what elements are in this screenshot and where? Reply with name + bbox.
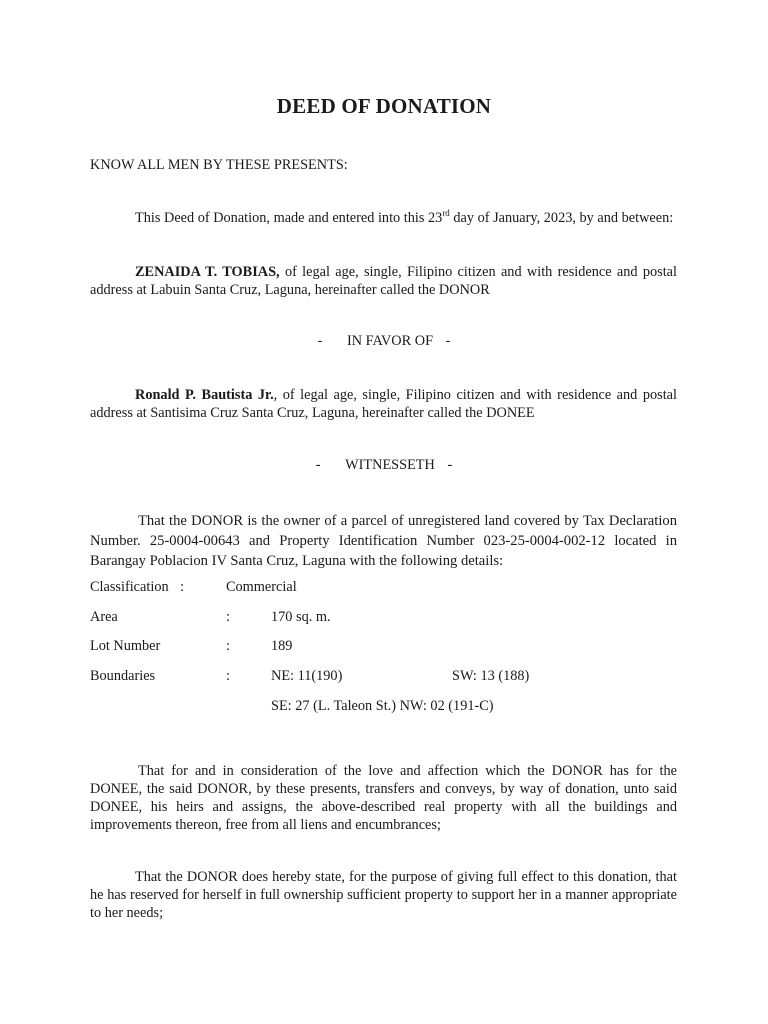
witnesseth-label: WITNESSETH bbox=[345, 457, 435, 473]
in-favor-of-heading bbox=[0, 333, 768, 350]
boundary-sw: SW: 13 (188) bbox=[452, 668, 530, 684]
lot-number-value: 189 bbox=[271, 638, 293, 654]
lot-number-label: Lot Number bbox=[90, 638, 161, 654]
intro-paragraph bbox=[90, 209, 677, 227]
boundary-ne: NE: 11(190) bbox=[271, 668, 343, 684]
area-value: 170 sq. m. bbox=[271, 609, 331, 625]
classification-value: Commercial bbox=[226, 579, 297, 595]
witnesseth-heading bbox=[0, 457, 768, 474]
reservation-clause-text: That the DONOR does hereby state, for the purpose of giving full effect to this donation, that he has reserved for herself in full ownership sufficient property to support her in a manner appropriate to her needs; bbox=[90, 869, 677, 921]
area-sep: : bbox=[226, 609, 230, 625]
classification-label: Classification bbox=[90, 579, 169, 595]
donee-details: , of legal age, single, Filipino citizen and with residence and postal address at Santisima Cruz Santa Cruz, Laguna, hereinafter called the DONEE bbox=[90, 387, 677, 421]
intro-prefix: This Deed of Donation, made and entered into this 23 bbox=[135, 210, 443, 226]
witnesseth-dash-left: - bbox=[315, 457, 321, 473]
witnesseth-dash-right: - bbox=[447, 457, 453, 473]
boundaries-label: Boundaries bbox=[90, 668, 156, 684]
intro-ordinal: rd bbox=[442, 208, 450, 219]
classification-sep: : bbox=[180, 579, 184, 595]
donee-name: Ronald P. Bautista Jr. bbox=[135, 387, 274, 403]
donor-name: ZENAIDA T. TOBIAS, bbox=[135, 264, 280, 280]
lot-number-sep: : bbox=[226, 638, 230, 654]
donor-details: of legal age, single, Filipino citizen and with residence and postal address at Labuin Santa Cruz, Laguna, hereinafter called the DONOR bbox=[90, 264, 677, 298]
in-favor-label: IN FAVOR OF bbox=[346, 333, 434, 349]
opening-line: KNOW ALL MEN BY THESE PRESENTS: bbox=[90, 157, 348, 173]
intro-suffix: day of January, 2023, by and between: bbox=[449, 210, 674, 226]
donor-paragraph bbox=[90, 263, 677, 299]
area-label: Area bbox=[90, 609, 118, 625]
boundary-se-nw: SE: 27 (L. Taleon St.) NW: 02 (191-C) bbox=[271, 698, 494, 714]
ownership-clause bbox=[90, 511, 677, 571]
ownership-clause-text: That the DONOR is the owner of a parcel of unregistered land covered by Tax Declaration Number. 25-0004-00643 and Property Identification Number 023-25-0004-002-12 located in Barangay Poblacion IV Santa Cruz, Laguna with the following details: bbox=[90, 513, 677, 569]
document-title: DEED OF DONATION bbox=[276, 94, 492, 118]
consideration-clause-text: That for and in consideration of the love and affection which the DONOR has for the DONEE, the said DONOR, by these presents, transfers and conveys, by way of donation, unto said DONEE, his heirs and assigns, the above-described real property with all the buildings and improvements thereon, free from all liens and encumbrances; bbox=[90, 763, 677, 833]
in-favor-dash-left: - bbox=[317, 333, 323, 349]
in-favor-dash-right: - bbox=[445, 333, 451, 349]
consideration-clause bbox=[90, 762, 677, 834]
reservation-clause bbox=[90, 868, 677, 922]
donee-paragraph bbox=[90, 386, 677, 422]
boundaries-sep: : bbox=[226, 668, 230, 684]
